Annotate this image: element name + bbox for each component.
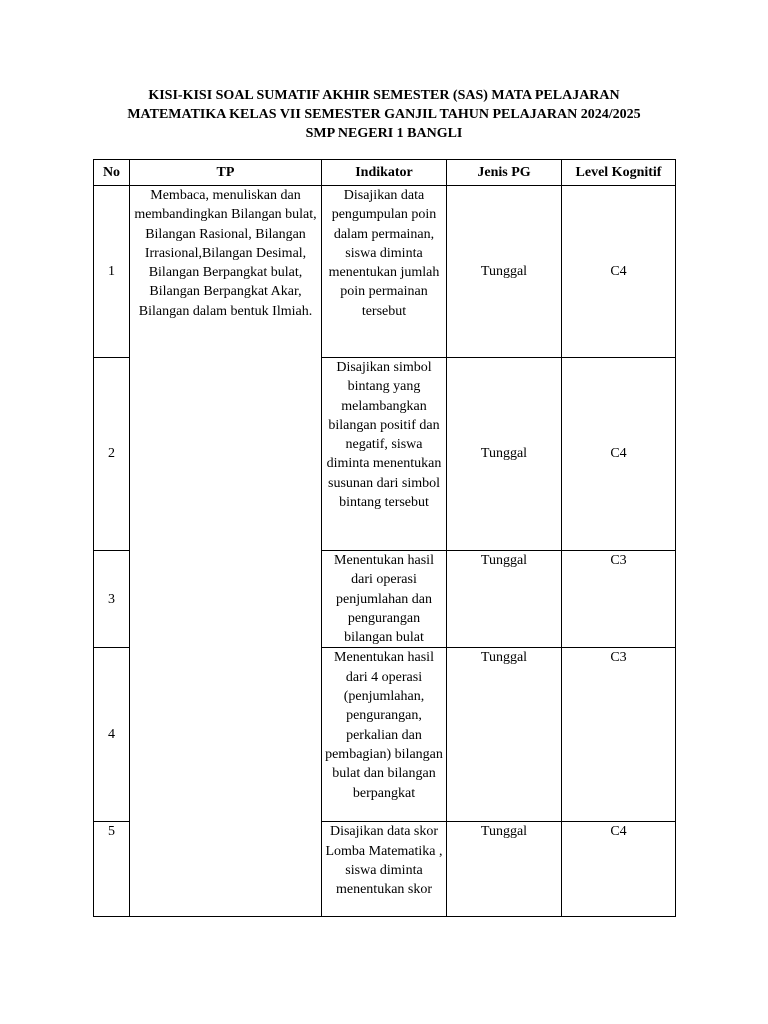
row-indikator: Menentukan hasil dari operasi penjumlahan dan pengurangan bilangan bulat — [322, 551, 447, 648]
row-jenis-pg: Tunggal — [447, 551, 562, 648]
header-level-kognitif: Level Kognitif — [562, 160, 676, 186]
document-title — [80, 86, 688, 143]
row-no: 2 — [94, 358, 130, 551]
row-level-kognitif: C4 — [562, 822, 676, 917]
row-no: 4 — [94, 648, 130, 822]
row-jenis-pg: Tunggal — [447, 358, 562, 551]
row-jenis-pg: Tunggal — [447, 648, 562, 822]
title-line-2: MATEMATIKA KELAS VII SEMESTER GANJIL TAHUN PELAJARAN 2024/2025 — [127, 107, 641, 122]
row-indikator: Disajikan data pengumpulan poin dalam permainan, siswa diminta menentukan jumlah poin permainan tersebut — [322, 186, 447, 358]
title-line-3: SMP NEGERI 1 BANGLI — [305, 126, 463, 141]
row-level-kognitif: C4 — [562, 186, 676, 358]
tp-cell: Membaca, menuliskan dan membandingkan Bilangan bulat, Bilangan Rasional, Bilangan Irrasional,Bilangan Desimal, Bilangan Berpangkat bulat, Bilangan Berpangkat Akar, Bilangan dalam bentuk Ilmiah. — [130, 186, 322, 917]
table-header-row — [94, 160, 676, 186]
table-row — [94, 186, 676, 358]
row-indikator: Menentukan hasil dari 4 operasi (penjumlahan, pengurangan, perkalian dan pembagian) bilangan bulat dan bilangan berpangkat — [322, 648, 447, 822]
row-no: 1 — [94, 186, 130, 358]
row-no: 5 — [94, 822, 130, 917]
header-tp: TP — [130, 160, 322, 186]
row-level-kognitif: C4 — [562, 358, 676, 551]
row-no: 3 — [94, 551, 130, 648]
row-jenis-pg: Tunggal — [447, 822, 562, 917]
header-indikator: Indikator — [322, 160, 447, 186]
row-jenis-pg: Tunggal — [447, 186, 562, 358]
row-level-kognitif: C3 — [562, 648, 676, 822]
header-no: No — [94, 160, 130, 186]
title-line-1: KISI-KISI SOAL SUMATIF AKHIR SEMESTER (SAS) MATA PELAJARAN — [148, 88, 620, 103]
kisi-kisi-table — [93, 159, 676, 917]
header-jenis-pg: Jenis PG — [447, 160, 562, 186]
row-indikator: Disajikan simbol bintang yang melambangkan bilangan positif dan negatif, siswa diminta menentukan susunan dari simbol bintang tersebut — [322, 358, 447, 551]
row-level-kognitif: C3 — [562, 551, 676, 648]
row-indikator: Disajikan data skor Lomba Matematika , siswa diminta menentukan skor — [322, 822, 447, 917]
